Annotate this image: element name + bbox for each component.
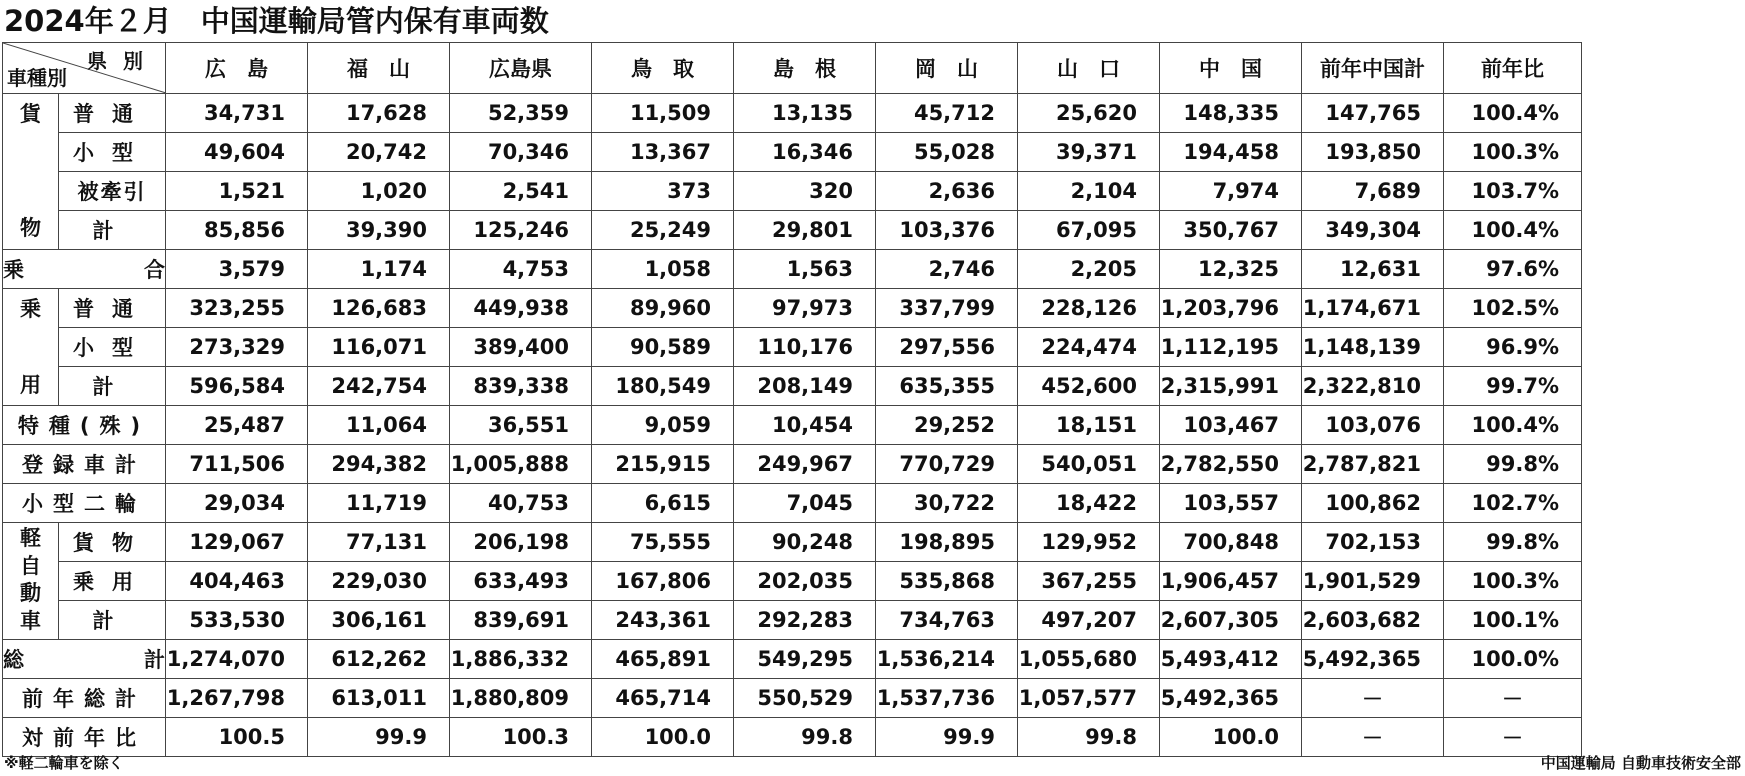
group-label-char: 貨 [20, 102, 41, 126]
table-cell: 224,474 [1018, 328, 1160, 367]
table-row [3, 445, 1582, 484]
table-cell: 2,636 [876, 172, 1018, 211]
table-cell: 194,458 [1160, 133, 1302, 172]
table-cell: 5,492,365 [1160, 679, 1302, 718]
group-label-kei [3, 523, 59, 640]
table-cell: 85,856 [166, 211, 308, 250]
row-label: 特種(殊) [3, 406, 166, 445]
table-cell: 167,806 [592, 562, 734, 601]
table-cell: 206,198 [450, 523, 592, 562]
table-cell: 55,028 [876, 133, 1018, 172]
table-cell: 25,620 [1018, 94, 1160, 133]
table-cell: 103,557 [1160, 484, 1302, 523]
table-cell: － [1444, 679, 1582, 718]
table-cell: 1,901,529 [1302, 562, 1444, 601]
table-cell: 533,530 [166, 601, 308, 640]
table-cell: 612,262 [308, 640, 450, 679]
table-cell: 89,960 [592, 289, 734, 328]
table-cell: 34,731 [166, 94, 308, 133]
table-cell: 103,076 [1302, 406, 1444, 445]
table-cell: 96.9% [1444, 328, 1582, 367]
table-cell: 1,058 [592, 250, 734, 289]
row-label: 普通 [59, 94, 166, 133]
row-label: 登録車計 [3, 445, 166, 484]
row-label: 小型二輪 [3, 484, 166, 523]
corner-cell [3, 43, 166, 94]
table-cell: 67,095 [1018, 211, 1160, 250]
footnote: ※軽二輪車を除く [4, 754, 124, 772]
row-label-char: 合 [144, 258, 165, 282]
table-row [3, 328, 1582, 367]
table-cell: 25,249 [592, 211, 734, 250]
table-cell: 29,252 [876, 406, 1018, 445]
table-cell: 242,754 [308, 367, 450, 406]
row-label: 被牽引 [59, 172, 166, 211]
table-cell: 12,631 [1302, 250, 1444, 289]
table-cell: 100.4% [1444, 94, 1582, 133]
table-cell: 294,382 [308, 445, 450, 484]
table-cell: 367,255 [1018, 562, 1160, 601]
table-cell: 243,361 [592, 601, 734, 640]
table-row [3, 289, 1582, 328]
table-cell: 540,051 [1018, 445, 1160, 484]
table-cell: 2,205 [1018, 250, 1160, 289]
group-label-char: 乗 [20, 297, 41, 321]
table-row [3, 562, 1582, 601]
table-cell: 1,536,214 [876, 640, 1018, 679]
table-cell: 702,153 [1302, 523, 1444, 562]
table-cell: 208,149 [734, 367, 876, 406]
row-label: 乗用 [59, 562, 166, 601]
table-row [3, 211, 1582, 250]
table-cell: 129,067 [166, 523, 308, 562]
table-cell: 550,529 [734, 679, 876, 718]
table-cell: 12,325 [1160, 250, 1302, 289]
row-label-char: 総 [3, 648, 24, 672]
page-title: 2024年２月 中国運輸局管内保有車両数 [4, 4, 549, 38]
table-cell: 39,371 [1018, 133, 1160, 172]
column-header: 前年中国計 [1302, 43, 1444, 94]
table-cell: 389,400 [450, 328, 592, 367]
group-label-char: 動 [20, 581, 41, 606]
table-cell: 49,604 [166, 133, 308, 172]
table-cell: 99.9 [876, 718, 1018, 757]
table-cell: 373 [592, 172, 734, 211]
table-cell: 349,304 [1302, 211, 1444, 250]
row-label: 計 [59, 211, 166, 250]
table-cell: 1,174,671 [1302, 289, 1444, 328]
table-cell: 198,895 [876, 523, 1018, 562]
row-label: 貨物 [59, 523, 166, 562]
table-cell: 4,753 [450, 250, 592, 289]
table-cell: 2,607,305 [1160, 601, 1302, 640]
table-cell: 1,267,798 [166, 679, 308, 718]
table-cell: 2,603,682 [1302, 601, 1444, 640]
table-cell: 100.3 [450, 718, 592, 757]
column-header: 中 国 [1160, 43, 1302, 94]
table-row [3, 250, 1582, 289]
table-cell: 7,689 [1302, 172, 1444, 211]
row-label: 計 [59, 367, 166, 406]
row-label: 小型 [59, 328, 166, 367]
table-cell: 52,359 [450, 94, 592, 133]
table-row [3, 601, 1582, 640]
group-label-char: 自 [20, 553, 41, 578]
table-cell: 100.0 [592, 718, 734, 757]
table-cell: 7,974 [1160, 172, 1302, 211]
table-cell: 2,315,991 [1160, 367, 1302, 406]
column-header: 山 口 [1018, 43, 1160, 94]
corner-prefecture-label: 県別 [87, 49, 159, 73]
table-cell: 6,615 [592, 484, 734, 523]
table-cell: 99.8 [1018, 718, 1160, 757]
table-cell: 1,020 [308, 172, 450, 211]
group-label-cargo [3, 94, 59, 250]
table-cell: 99.8 [734, 718, 876, 757]
table-cell: 99.8% [1444, 523, 1582, 562]
table-cell: 90,589 [592, 328, 734, 367]
table-row [3, 523, 1582, 562]
table-cell: 5,493,412 [1160, 640, 1302, 679]
table-cell: 1,886,332 [450, 640, 592, 679]
column-header: 島 根 [734, 43, 876, 94]
table-cell: 2,541 [450, 172, 592, 211]
group-label-chars [3, 94, 58, 246]
table-cell: 1,537,736 [876, 679, 1018, 718]
table-cell: 297,556 [876, 328, 1018, 367]
table-cell: 129,952 [1018, 523, 1160, 562]
table-cell: 126,683 [308, 289, 450, 328]
table-cell: 100.3% [1444, 133, 1582, 172]
table-cell: 25,487 [166, 406, 308, 445]
column-header: 岡 山 [876, 43, 1018, 94]
table-cell: 102.5% [1444, 289, 1582, 328]
table-cell: 10,454 [734, 406, 876, 445]
table-cell: 77,131 [308, 523, 450, 562]
column-header: 鳥 取 [592, 43, 734, 94]
table-cell: 2,104 [1018, 172, 1160, 211]
table-cell: 20,742 [308, 133, 450, 172]
table-cell: 30,722 [876, 484, 1018, 523]
row-label-spread [3, 254, 165, 284]
table-cell: 70,346 [450, 133, 592, 172]
table-cell: 39,390 [308, 211, 450, 250]
source-credit: 中国運輸局 自動車技術安全部 [1540, 754, 1741, 772]
table-cell: 350,767 [1160, 211, 1302, 250]
table-cell: 75,555 [592, 523, 734, 562]
table-row [3, 679, 1582, 718]
table-cell: 839,338 [450, 367, 592, 406]
table-cell: 1,057,577 [1018, 679, 1160, 718]
table-cell: 180,549 [592, 367, 734, 406]
table-cell: 90,248 [734, 523, 876, 562]
table-cell: 40,753 [450, 484, 592, 523]
row-label: 対前年比 [3, 718, 166, 757]
table-cell: 1,055,680 [1018, 640, 1160, 679]
row-label: 前年総計 [3, 679, 166, 718]
table-cell: 100,862 [1302, 484, 1444, 523]
column-header: 福 山 [308, 43, 450, 94]
table-cell: 29,801 [734, 211, 876, 250]
table-cell: 36,551 [450, 406, 592, 445]
table-cell: 1,906,457 [1160, 562, 1302, 601]
table-cell: 323,255 [166, 289, 308, 328]
table-cell: 2,787,821 [1302, 445, 1444, 484]
vehicle-table [2, 42, 1582, 757]
table-cell: 535,868 [876, 562, 1018, 601]
table-cell: － [1444, 718, 1582, 757]
group-label-char: 車 [20, 608, 41, 633]
table-row [3, 718, 1582, 757]
table-cell: 1,521 [166, 172, 308, 211]
table-cell: 549,295 [734, 640, 876, 679]
table-cell: － [1302, 679, 1444, 718]
table-cell: 7,045 [734, 484, 876, 523]
table-cell: 770,729 [876, 445, 1018, 484]
table-cell: 103,376 [876, 211, 1018, 250]
table-cell: 100.3% [1444, 562, 1582, 601]
table-cell: 1,563 [734, 250, 876, 289]
table-cell: 449,938 [450, 289, 592, 328]
table-cell: 734,763 [876, 601, 1018, 640]
table-cell: 215,915 [592, 445, 734, 484]
table-cell: 16,346 [734, 133, 876, 172]
table-cell: 17,628 [308, 94, 450, 133]
table-cell: 100.0 [1160, 718, 1302, 757]
table-cell: 306,161 [308, 601, 450, 640]
table-cell: 452,600 [1018, 367, 1160, 406]
table-cell: 337,799 [876, 289, 1018, 328]
table-cell: 18,151 [1018, 406, 1160, 445]
group-label-chars [3, 289, 58, 403]
table-cell: 97,973 [734, 289, 876, 328]
table-cell: 11,064 [308, 406, 450, 445]
group-label-passenger [3, 289, 59, 406]
table-cell: 404,463 [166, 562, 308, 601]
table-cell: 229,030 [308, 562, 450, 601]
table-cell: 100.4% [1444, 406, 1582, 445]
row-label-char: 計 [144, 648, 165, 672]
table-cell: 465,891 [592, 640, 734, 679]
row-label-char: 乗 [3, 258, 24, 282]
table-cell: 635,355 [876, 367, 1018, 406]
table-cell: 102.7% [1444, 484, 1582, 523]
table-cell: 11,509 [592, 94, 734, 133]
table-cell: 99.8% [1444, 445, 1582, 484]
table-cell: 292,283 [734, 601, 876, 640]
table-row [3, 367, 1582, 406]
table-cell: 97.6% [1444, 250, 1582, 289]
corner-vehicle-type-label: 車種別 [7, 66, 67, 90]
row-label: 小型 [59, 133, 166, 172]
header-row [3, 43, 1582, 94]
table-cell: 596,584 [166, 367, 308, 406]
table-cell: 13,367 [592, 133, 734, 172]
table-cell: 1,148,139 [1302, 328, 1444, 367]
table-cell: 2,782,550 [1160, 445, 1302, 484]
column-header: 広島県 [450, 43, 592, 94]
table-cell: 320 [734, 172, 876, 211]
table-cell: 110,176 [734, 328, 876, 367]
table-cell: 2,746 [876, 250, 1018, 289]
table-cell: 9,059 [592, 406, 734, 445]
table-row [3, 406, 1582, 445]
table-cell: 5,492,365 [1302, 640, 1444, 679]
table-cell: 249,967 [734, 445, 876, 484]
row-label [3, 640, 166, 679]
table-row [3, 640, 1582, 679]
table-cell: 711,506 [166, 445, 308, 484]
table-cell: 116,071 [308, 328, 450, 367]
table-cell: 100.4% [1444, 211, 1582, 250]
table-cell: 148,335 [1160, 94, 1302, 133]
table-cell: 1,203,796 [1160, 289, 1302, 328]
table-cell: 29,034 [166, 484, 308, 523]
table-cell: 1,880,809 [450, 679, 592, 718]
table-cell: 103.7% [1444, 172, 1582, 211]
table-cell: 2,322,810 [1302, 367, 1444, 406]
table-cell: 11,719 [308, 484, 450, 523]
table-cell: 99.9 [308, 718, 450, 757]
group-label-chars [3, 523, 58, 637]
column-header: 前年比 [1444, 43, 1582, 94]
table-cell: 1,174 [308, 250, 450, 289]
table-cell: 125,246 [450, 211, 592, 250]
table-row [3, 133, 1582, 172]
table-cell: 1,005,888 [450, 445, 592, 484]
table-cell: 465,714 [592, 679, 734, 718]
table-cell: 613,011 [308, 679, 450, 718]
table-cell: 228,126 [1018, 289, 1160, 328]
table-cell: 193,850 [1302, 133, 1444, 172]
table-cell: 202,035 [734, 562, 876, 601]
table-cell: 13,135 [734, 94, 876, 133]
row-label [3, 250, 166, 289]
table-cell: 45,712 [876, 94, 1018, 133]
table-cell: 100.5 [166, 718, 308, 757]
table-cell: 633,493 [450, 562, 592, 601]
table-cell: 273,329 [166, 328, 308, 367]
table-cell: 18,422 [1018, 484, 1160, 523]
table-cell: 103,467 [1160, 406, 1302, 445]
row-label: 計 [59, 601, 166, 640]
row-label-spread [3, 644, 165, 674]
table-cell: 1,112,195 [1160, 328, 1302, 367]
table-cell: 100.0% [1444, 640, 1582, 679]
table-row [3, 94, 1582, 133]
table-cell: 700,848 [1160, 523, 1302, 562]
table-cell: 99.7% [1444, 367, 1582, 406]
row-label: 普通 [59, 289, 166, 328]
table-row [3, 172, 1582, 211]
column-header: 広 島 [166, 43, 308, 94]
group-label-char: 軽 [20, 526, 41, 551]
table-cell: 839,691 [450, 601, 592, 640]
group-label-char: 用 [20, 373, 41, 397]
table-cell: 147,765 [1302, 94, 1444, 133]
table-cell: 1,274,070 [166, 640, 308, 679]
table-cell: 100.1% [1444, 601, 1582, 640]
group-label-char: 物 [20, 216, 41, 240]
table-cell: － [1302, 718, 1444, 757]
table-row [3, 484, 1582, 523]
table-cell: 3,579 [166, 250, 308, 289]
table-cell: 497,207 [1018, 601, 1160, 640]
